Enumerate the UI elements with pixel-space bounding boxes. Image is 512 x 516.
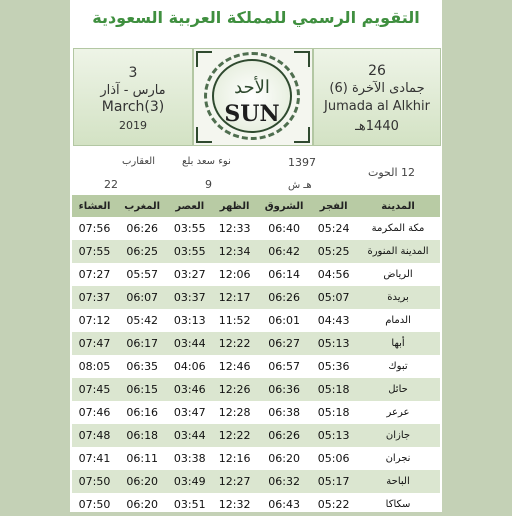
cell-sunrise: 06:26 bbox=[257, 424, 311, 447]
cell-city: بريدة bbox=[356, 286, 440, 309]
table-row[interactable] bbox=[72, 401, 440, 424]
cell-asr: 03:44 bbox=[167, 332, 212, 355]
ornament-medallion bbox=[212, 59, 292, 133]
cell-asr: 03:13 bbox=[173, 314, 206, 327]
solar-year: 1397 bbox=[288, 156, 316, 169]
column-header-isha: العشاء bbox=[72, 195, 117, 217]
solar-year-label: هـ ش bbox=[288, 180, 312, 191]
cell-city: سكاكا bbox=[385, 499, 411, 510]
cell-dhuhr: 12:46 bbox=[218, 360, 251, 373]
cell-dhuhr: 12:26 bbox=[212, 378, 257, 401]
gregorian-year: 2019 bbox=[119, 119, 147, 132]
table-row[interactable] bbox=[72, 378, 440, 401]
cell-asr: 03:38 bbox=[173, 452, 206, 465]
column-header-fajr: الفجر bbox=[311, 195, 356, 217]
cell-fajr: 04:43 bbox=[317, 314, 350, 327]
cell-maghrib: 06:18 bbox=[117, 424, 167, 447]
cell-dhuhr: 12:32 bbox=[218, 498, 251, 511]
cell-sunrise: 06:57 bbox=[268, 360, 300, 373]
cell-sunrise: 06:14 bbox=[268, 268, 300, 281]
day-name-en: SUN bbox=[224, 101, 280, 127]
table-row[interactable] bbox=[72, 263, 440, 286]
cell-dhuhr: 12:22 bbox=[212, 332, 257, 355]
ornament-corner bbox=[294, 127, 310, 143]
cell-fajr: 05:25 bbox=[311, 240, 356, 263]
cell-sunrise: 06:20 bbox=[268, 452, 300, 465]
cell-asr: 03:37 bbox=[167, 286, 212, 309]
cell-sunrise: 06:36 bbox=[257, 378, 311, 401]
cell-city: حائل bbox=[356, 378, 440, 401]
cell-asr: 03:51 bbox=[173, 498, 206, 511]
cell-isha: 07:45 bbox=[72, 378, 117, 401]
gregorian-month-en: March(3) bbox=[101, 99, 165, 115]
cell-dhuhr: 12:22 bbox=[212, 424, 257, 447]
cell-maghrib: 06:20 bbox=[117, 470, 167, 493]
column-header-asr: العصر bbox=[167, 195, 212, 217]
cell-isha: 07:55 bbox=[72, 240, 117, 263]
cell-isha: 07:46 bbox=[78, 406, 111, 419]
cell-isha: 07:47 bbox=[72, 332, 117, 355]
zodiac-label: العقارب bbox=[122, 156, 155, 167]
cell-maghrib: 06:15 bbox=[117, 378, 167, 401]
cell-maghrib: 06:26 bbox=[126, 222, 159, 235]
cell-maghrib: 06:17 bbox=[117, 332, 167, 355]
page-title: التقويم الرسمي للمملكة العربية السعودية bbox=[92, 8, 420, 27]
cell-fajr: 05:18 bbox=[317, 406, 350, 419]
cell-dhuhr: 12:33 bbox=[218, 222, 251, 235]
cell-dhuhr: 12:16 bbox=[218, 452, 251, 465]
cell-dhuhr: 12:17 bbox=[212, 286, 257, 309]
cell-dhuhr: 12:06 bbox=[218, 268, 251, 281]
cell-isha: 07:12 bbox=[78, 314, 111, 327]
cell-isha: 07:27 bbox=[78, 268, 111, 281]
cell-maghrib: 06:07 bbox=[117, 286, 167, 309]
gregorian-date-panel bbox=[73, 48, 193, 146]
table-row[interactable] bbox=[72, 493, 440, 516]
season-label: نوء سعد بلع bbox=[182, 156, 231, 167]
cell-sunrise: 06:27 bbox=[257, 332, 311, 355]
cell-fajr: 05:07 bbox=[311, 286, 356, 309]
cell-city: الدمام bbox=[385, 315, 411, 326]
cell-fajr: 05:13 bbox=[311, 424, 356, 447]
cell-isha: 07:56 bbox=[78, 222, 111, 235]
day-emblem bbox=[193, 48, 313, 146]
prayer-times-table bbox=[72, 195, 440, 516]
cell-fajr: 04:56 bbox=[317, 268, 350, 281]
cell-fajr: 05:18 bbox=[311, 378, 356, 401]
cell-sunrise: 06:26 bbox=[257, 286, 311, 309]
cell-fajr: 05:36 bbox=[317, 360, 350, 373]
cell-isha: 07:48 bbox=[72, 424, 117, 447]
cell-fajr: 05:06 bbox=[317, 452, 350, 465]
cell-city: الرياض bbox=[383, 269, 413, 280]
table-row[interactable] bbox=[72, 424, 440, 447]
hijri-year: 1440هـ bbox=[355, 119, 399, 134]
table-row[interactable] bbox=[72, 355, 440, 378]
cell-asr: 03:47 bbox=[173, 406, 206, 419]
cell-city: نجران bbox=[385, 453, 411, 464]
cell-maghrib: 06:35 bbox=[126, 360, 159, 373]
cell-dhuhr: 12:34 bbox=[212, 240, 257, 263]
cell-city: الباحة bbox=[356, 470, 440, 493]
cell-asr: 03:44 bbox=[167, 424, 212, 447]
ornament-corner bbox=[294, 51, 310, 67]
column-header-dhuhr: الظهر bbox=[212, 195, 257, 217]
cell-sunrise: 06:40 bbox=[268, 222, 300, 235]
cell-city: جازان bbox=[356, 424, 440, 447]
table-row[interactable] bbox=[72, 447, 440, 470]
gregorian-day: 3 bbox=[128, 65, 138, 81]
cell-isha: 07:50 bbox=[78, 498, 111, 511]
ornament-corner bbox=[196, 51, 212, 67]
cell-maghrib: 05:57 bbox=[126, 268, 159, 281]
cell-dhuhr: 12:27 bbox=[212, 470, 257, 493]
cell-asr: 03:27 bbox=[173, 268, 206, 281]
cell-asr: 03:55 bbox=[167, 240, 212, 263]
cell-city: مكة المكرمة bbox=[371, 223, 425, 234]
cell-isha: 07:37 bbox=[72, 286, 117, 309]
cell-city: تبوك bbox=[388, 361, 408, 372]
hijri-day: 26 bbox=[368, 63, 386, 79]
cell-sunrise: 06:32 bbox=[257, 470, 311, 493]
cell-sunrise: 06:43 bbox=[268, 498, 300, 511]
cell-city: أبها bbox=[356, 332, 440, 355]
cell-sunrise: 06:38 bbox=[268, 406, 300, 419]
cell-fajr: 05:22 bbox=[317, 498, 350, 511]
cell-dhuhr: 12:28 bbox=[218, 406, 251, 419]
cell-asr: 03:55 bbox=[173, 222, 206, 235]
column-header-sunrise: الشروق bbox=[257, 195, 311, 217]
cell-maghrib: 06:11 bbox=[126, 452, 159, 465]
day-name-ar: الأحد bbox=[234, 77, 270, 98]
hijri-month-en: Jumada al Alkhir bbox=[324, 99, 430, 114]
cell-dhuhr: 11:52 bbox=[218, 314, 251, 327]
cell-city: المدينة المنورة bbox=[356, 240, 440, 263]
table-row[interactable] bbox=[72, 240, 440, 263]
cell-maghrib: 05:42 bbox=[126, 314, 159, 327]
table-row[interactable] bbox=[72, 309, 440, 332]
table-row[interactable] bbox=[72, 217, 440, 240]
table-row[interactable] bbox=[72, 332, 440, 355]
season-value: 9 bbox=[205, 178, 212, 191]
column-header-city: المدينة bbox=[356, 195, 440, 217]
calendar-page bbox=[70, 0, 442, 512]
cell-fajr: 05:24 bbox=[317, 222, 350, 235]
hijri-month-ar: جمادى الآخرة (6) bbox=[329, 81, 425, 96]
cell-asr: 03:46 bbox=[167, 378, 212, 401]
zodiac-value: 22 bbox=[104, 178, 118, 191]
cell-isha: 07:41 bbox=[78, 452, 111, 465]
cell-city: عرعر bbox=[386, 407, 410, 418]
cell-sunrise: 06:42 bbox=[257, 240, 311, 263]
cell-asr: 04:06 bbox=[173, 360, 206, 373]
cell-maghrib: 06:20 bbox=[126, 498, 159, 511]
table-header-row bbox=[72, 195, 440, 217]
cell-maghrib: 06:16 bbox=[126, 406, 159, 419]
ornament-corner bbox=[196, 127, 212, 143]
table-row[interactable] bbox=[72, 286, 440, 309]
cell-isha: 07:50 bbox=[72, 470, 117, 493]
column-header-maghrib: المغرب bbox=[117, 195, 167, 217]
cell-isha: 08:05 bbox=[78, 360, 111, 373]
cell-fajr: 05:13 bbox=[311, 332, 356, 355]
cell-sunrise: 06:01 bbox=[268, 314, 300, 327]
cell-fajr: 05:17 bbox=[311, 470, 356, 493]
hijri-date-panel bbox=[313, 48, 441, 146]
gregorian-month-ar: مارس - آذار bbox=[100, 83, 166, 98]
table-row[interactable] bbox=[72, 470, 440, 493]
solar-month: 12 الحوت bbox=[368, 166, 416, 179]
cell-maghrib: 06:25 bbox=[117, 240, 167, 263]
cell-asr: 03:49 bbox=[167, 470, 212, 493]
